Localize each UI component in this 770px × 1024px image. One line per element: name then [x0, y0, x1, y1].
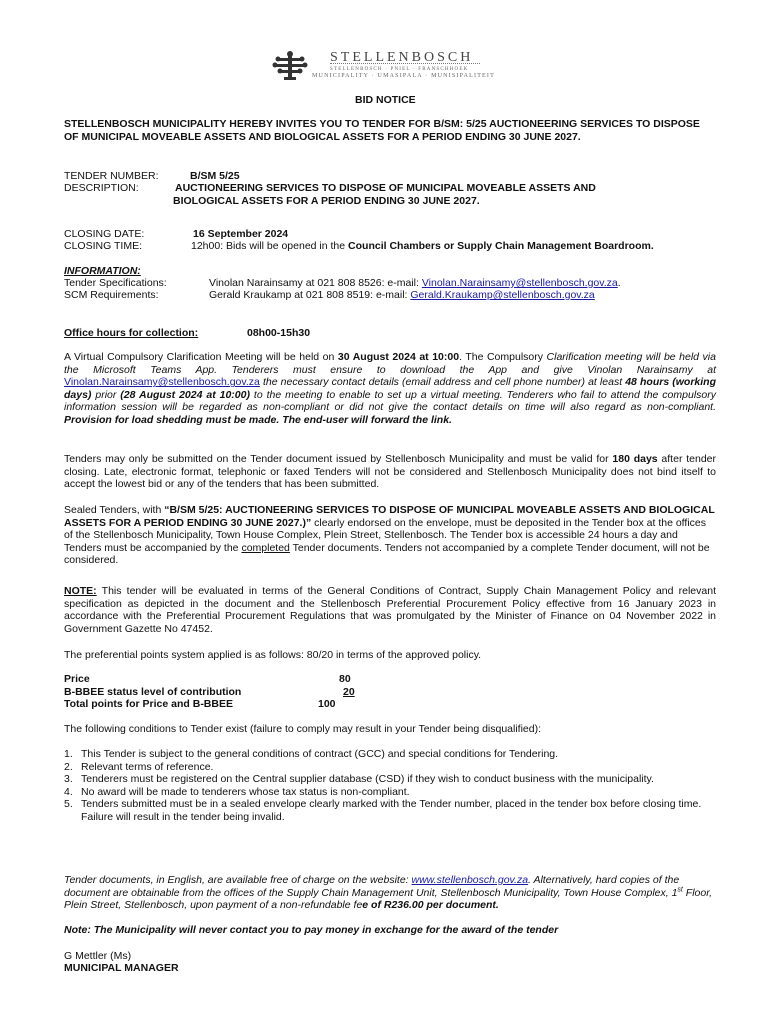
- sealed-endorsement: “B/SM 5/25: AUCTIONEERING SERVICES TO DISPOSE OF MUNICIPAL MOVEABLE ASSETS AND BIOLOGICAL ASSETS FOR A PERIOD ENDING 30 JUNE 2027.)”: [64, 504, 715, 529]
- meeting-text-5: prior: [91, 388, 121, 401]
- floor-suffix: st: [677, 886, 683, 894]
- meeting-text-1: A Virtual Compulsory Clarification Meeting will be held on: [64, 351, 338, 363]
- closing-time-label: CLOSING TIME:: [64, 240, 142, 252]
- signatory-title: MUNICIPAL MANAGER: [64, 962, 179, 974]
- condition-item: [64, 798, 716, 823]
- scm-email-link[interactable]: Gerald.Kraukamp@stellenbosch.gov.za: [410, 289, 595, 301]
- logo-tagline: MUNICIPALITY · UMASIPALA · MUNISIPALITEIT: [312, 73, 495, 79]
- conditions-list: [64, 748, 716, 824]
- meeting-date: 30 August 2024 at 10:00: [337, 351, 460, 363]
- closing-time-plain: 12h00: Bids will be opened in the: [191, 240, 349, 252]
- documents-text-3: Floor, Plein Street, Stellenbosch, upon payment of a non-refundable fe: [64, 886, 713, 912]
- conditions-intro: The following conditions to Tender exist (failure to comply may result in your Tender being disqualified):: [64, 723, 542, 735]
- meeting-text-6: to the meeting to enable to set up a virtual meeting. Tenderers who fail to attend the compulsory information session will be regarded as non-compliant or did not give the contact details on time will also regard as non-compliant.: [64, 388, 716, 414]
- office-hours-label: Office hours for collection:: [64, 327, 199, 339]
- office-hours-value: 08h00-15h30: [247, 327, 311, 339]
- tender-number-label: TENDER NUMBER:: [64, 170, 159, 182]
- condition-number: 1.: [64, 748, 73, 760]
- spec-contact-text: Vinolan Narainsamy at 021 808 8526: e-mail:: [209, 277, 422, 289]
- spec-contact: [209, 277, 621, 290]
- documents-text-2: . Alternatively, hard copies of the document are obtainable from the offices of the Supply Chain Management Unit, Stellenbosch Municipality, Town House Complex, 1: [64, 874, 680, 899]
- condition-text: This Tender is subject to the general conditions of contract (GCC) and special conditions for Tendering.: [81, 748, 559, 760]
- documents-text-1: Tender documents, in English, are available free of charge on the website:: [64, 874, 412, 886]
- meeting-text-3: Clarification meeting will be held via the Microsoft Teams App. Tenderers must ensure to download the App and give Vinolan Narainsamy at: [64, 351, 716, 376]
- submission-text-2: after tender closing. Late, electronic format, telephonic or faxed Tenders will not be considered and Stellenbosch Municipality does not bind itself to accept the lowest bid or any of the tenders that has been submitted.: [64, 453, 717, 491]
- spec-contact-end: .: [617, 277, 621, 289]
- document-fee: e of R236.00 per document.: [362, 899, 499, 912]
- information-heading: INFORMATION:: [64, 265, 141, 277]
- scm-contact: [209, 289, 595, 302]
- scm-contact-text: Gerald Kraukamp at 021 808 8519: e-mail:: [209, 289, 411, 301]
- logo-subtitle: STELLENBOSCH · PNIEL · FRANSCHHOEK: [330, 67, 469, 72]
- condition-number: 2.: [64, 760, 73, 773]
- sealed-tenders-paragraph: [64, 504, 716, 567]
- description-value-2: BIOLOGICAL ASSETS FOR A PERIOD ENDING 30 JUNE 2027.: [173, 195, 480, 207]
- invitation-text: STELLENBOSCH MUNICIPALITY HEREBY INVITES YOU TO TENDER FOR B/SM: 5/25 AUCTIONEERING SERVICES TO DISPOSE OF MUNICIPAL MOVEABLE ASSETS AND BIOLOGICAL ASSETS FOR A PERIOD ENDING 30 JUNE 2027.: [64, 118, 700, 143]
- condition-number: 5.: [64, 798, 73, 811]
- price-value: 80: [339, 673, 351, 685]
- page-title: BID NOTICE: [355, 94, 416, 106]
- total-points-value: 100: [318, 698, 336, 710]
- points-intro: The preferential points system applied is as follows: 80/20 in terms of the approved policy.: [64, 649, 482, 661]
- signatory-name: G Mettler (Ms): [64, 950, 132, 962]
- sealed-text-3: Tender documents. Tenders not accompanied by a complete Tender document, will not be considered.: [64, 541, 710, 567]
- submission-text-1: Tenders may only be submitted on the Tender document issued by Stellenbosch Municipality and must be valid for: [64, 453, 613, 465]
- condition-number: 4.: [64, 785, 73, 798]
- validity-period: 180 days: [612, 453, 658, 465]
- condition-text: Tenderers must be registered on the Central supplier database (CSD) if they wish to conduct business with the municipality.: [81, 773, 654, 786]
- sealed-text-2: clearly endorsed on the envelope, must be deposited in the Tender box at the offices of the Stellenbosch Municipality, Town House Complex, Plein Street, Stellenbosch. The Tender box is accessible 24 hours a day and Tenders must be accompanied by the: [64, 516, 706, 554]
- condition-text: Relevant terms of reference.: [81, 760, 214, 773]
- closing-time-venue: Council Chambers or Supply Chain Management Boardroom.: [348, 240, 654, 252]
- closing-date-label: CLOSING DATE:: [64, 228, 145, 240]
- meeting-text-4: the necessary contact details (email address and cell phone number) at least: [259, 376, 626, 389]
- total-points-label: Total points for Price and B-BBEE: [64, 698, 233, 710]
- condition-text: Tenders submitted must be in a sealed envelope clearly marked with the Tender number, placed in the tender box before closing time. Failure will result in the tender being invalid.: [81, 798, 702, 823]
- spec-label: Tender Specifications:: [64, 277, 167, 289]
- condition-item: [64, 761, 716, 774]
- meeting-email-link[interactable]: Vinolan.Narainsamy@stellenbosch.gov.za: [64, 376, 260, 389]
- note-text: This tender will be evaluated in terms of the General Conditions of Contract, Supply Chain Management Policy and relevant specification as depicted in the document and the Stellenbosch Preferential Procurement Policy effective from 16 January 2023 in accordance with the Preferential Procurement Regulations that was promulgated by the Minister of Finance on 04 November 2022 in Government Gazette No 47452.: [64, 585, 716, 635]
- condition-text: No award will be made to tenderers whose tax status is non-compliant.: [81, 785, 410, 798]
- spec-email-link[interactable]: Vinolan.Narainsamy@stellenbosch.gov.za: [421, 277, 618, 289]
- condition-number: 3.: [64, 773, 73, 786]
- logo-name: STELLENBOSCH: [330, 50, 474, 65]
- description-label: DESCRIPTION:: [64, 182, 139, 194]
- final-note: Note: The Municipality will never contact you to pay money in exchange for the award of the tender: [64, 924, 559, 936]
- documents-paragraph: [64, 874, 718, 912]
- submission-paragraph: [64, 453, 716, 491]
- sealed-text-1: Sealed Tenders, with: [64, 504, 165, 516]
- scm-label: SCM Requirements:: [64, 289, 159, 301]
- meeting-notice-period: 48 hours (working days): [64, 376, 717, 401]
- bbbee-label: B-BBEE status level of contribution: [64, 686, 242, 698]
- meeting-load-shedding: Provision for load shedding must be made. The end-user will forward the link.: [64, 413, 452, 426]
- closing-time-value: [191, 240, 654, 253]
- bbbee-value: 20: [343, 686, 355, 698]
- crest-icon: [272, 50, 308, 82]
- condition-item: [64, 748, 716, 761]
- note-label: NOTE:: [64, 585, 97, 597]
- description-value-1: AUCTIONEERING SERVICES TO DISPOSE OF MUNICIPAL MOVEABLE ASSETS AND: [175, 182, 596, 194]
- municipality-logo: [272, 50, 512, 82]
- meeting-paragraph: [64, 351, 716, 427]
- meeting-text-2: . The Compulsory: [459, 351, 547, 363]
- closing-date-value: 16 September 2024: [193, 228, 289, 240]
- tender-number-value: B/SM 5/25: [190, 170, 240, 182]
- condition-item: [64, 786, 716, 799]
- meeting-deadline: (28 August 2024 at 10:00): [120, 388, 250, 401]
- note-paragraph: [64, 585, 716, 635]
- condition-item: [64, 773, 716, 786]
- price-label: Price: [64, 673, 90, 685]
- website-link[interactable]: www.stellenbosch.gov.za: [411, 874, 529, 886]
- sealed-completed: completed: [241, 541, 290, 554]
